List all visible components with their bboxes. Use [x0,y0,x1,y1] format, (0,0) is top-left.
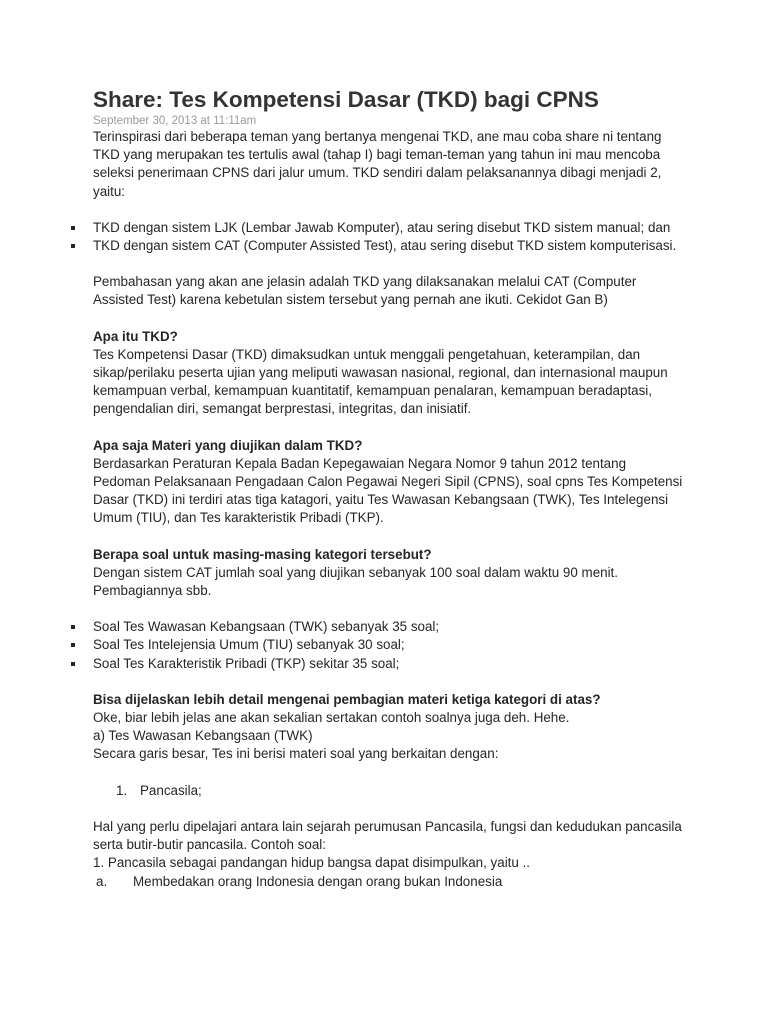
square-bullet-icon [71,625,75,629]
numbered-list [93,782,683,800]
section-heading-jumlah-soal: Berapa soal untuk masing-masing kategori tersebut? [93,546,432,562]
section-body-materi: Berdasarkan Peraturan Kepala Badan Kepegawaian Negara Nomor 9 tahun 2012 tentang Pedoman Pelaksanaan Pengadaan Calon Pegawai Negeri Sipil (CPNS), soal cpns Tes Kompetensi Dasar (TKD) ini terdiri atas tiga katagori, yaitu Tes Wawasan Kebangsaan (TWK), Tes Intelegensi Umum (TIU), dan Tes karakteristik Pribadi (TKP). [93,455,683,526]
discussion-paragraph: Pembahasan yang akan ane jelasin adalah TKD yang dilaksanakan melalui CAT (Computer Assisted Test) karena kebetulan sistem tersebut yang pernah ane ikuti. Cekidot Gan B) [93,274,637,308]
intro-paragraph: Terinspirasi dari beberapa teman yang bertanya mengenai TKD, ane mau coba share ni tentang TKD yang merupakan tes tertulis awal (tahap I) bagi teman-teman yang tahun ini mau mencoba seleksi penerimaan CPNS dari jalur umum. TKD sendiri dalam pelaksanannya dibagi menjadi 2, yaitu: [93,129,662,199]
pancasila-paragraph: Hal yang perlu dipelajari antara lain sejarah perumusan Pancasila, fungsi dan kedudukan pancasila serta butir-butir pancasila. Contoh soal: [93,818,682,853]
square-bullet-icon [71,244,75,248]
section-heading-materi: Apa saja Materi yang diujikan dalam TKD? [93,437,363,453]
list-item: TKD dengan sistem LJK (Lembar Jawab Komputer), atau sering disebut TKD sistem manual; dan [93,219,683,237]
section-body-line: a) Tes Wawasan Kebangsaan (TWK) [93,728,313,744]
square-bullet-icon [71,226,75,230]
section-body-line: Oke, biar lebih jelas ane akan sekalian sertakan contoh soalnya juga deh. Hehe. [93,710,570,726]
square-bullet-icon [71,662,75,666]
example-answer-option: a. Membedakan orang Indonesia dengan orang bukan Indonesia [96,873,503,889]
list-item: Soal Tes Karakteristik Pribadi (TKP) sekitar 35 soal; [93,655,683,673]
square-bullet-icon [71,643,75,647]
list-item: TKD dengan sistem CAT (Computer Assisted Test), atau sering disebut TKD sistem komputerisasi. [93,237,683,255]
list-item: 1. Pancasila; [116,782,202,798]
section-heading-detail: Bisa dijelaskan lebih detail mengenai pembagian materi ketiga kategori di atas? [93,691,601,707]
list-item: Soal Tes Intelejensia Umum (TIU) sebanyak 30 soal; [93,636,683,654]
section-body-line: Secara garis besar, Tes ini berisi materi soal yang berkaitan dengan: [93,746,499,762]
systems-list [93,219,683,255]
section-heading-apa-itu-tkd: Apa itu TKD? [93,328,178,344]
list-item: Soal Tes Wawasan Kebangsaan (TWK) sebanyak 35 soal; [93,618,683,636]
section-body-jumlah-soal: Dengan sistem CAT jumlah soal yang diujikan sebanyak 100 soal dalam waktu 90 menit. Pembagiannya sbb. [93,564,618,599]
section-body-apa-itu-tkd: Tes Kompetensi Dasar (TKD) dimaksudkan untuk menggali pengetahuan, keterampilan, dan sikap/perilaku peserta ujian yang meliputi wawasan nasional, regional, dan internasional maupun kemampuan verbal, kemampuan kuantitatif, kemampuan penalaran, kemampuan beradaptasi, pengendalian diri, semangat berprestasi, integritas, dan inisiatif. [93,346,668,417]
document-page [93,86,683,891]
example-question: 1. Pancasila sebagai pandangan hidup bangsa dapat disimpulkan, yaitu .. [93,855,531,871]
categories-list [93,618,683,673]
page-title: Share: Tes Kompetensi Dasar (TKD) bagi CPNS [93,87,599,112]
post-date: September 30, 2013 at 11:11am [93,115,257,127]
